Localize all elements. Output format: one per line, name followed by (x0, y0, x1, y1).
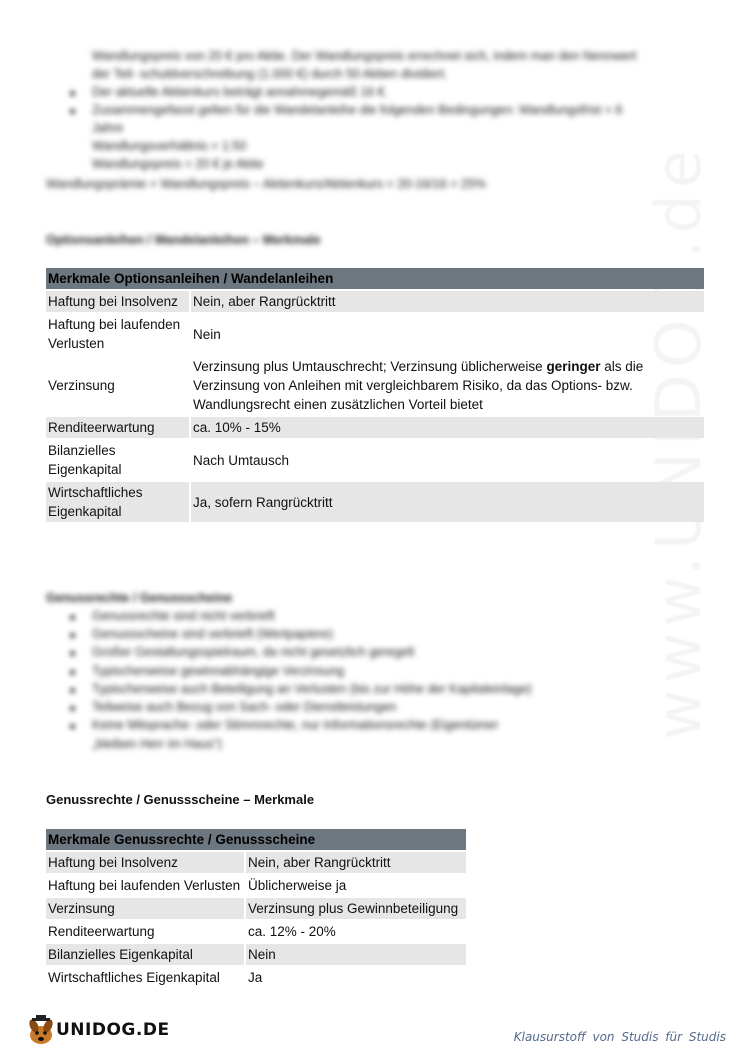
text-line: Wandlungsprämie = Wandlungspreis – Aktienkurs/Aktienkurs = 20-16/16 = 25% (46, 177, 486, 191)
row-label: Haftung bei laufenden Verlusten (46, 875, 246, 896)
features-table-genuss (46, 827, 466, 990)
features-table-options (46, 266, 704, 524)
row-label: Bilanzielles Eigenkapital (46, 440, 191, 480)
bullet-dot-icon (70, 91, 75, 96)
table-row (46, 356, 704, 415)
section-heading: Genussrechte / Genussscheine – Merkmale (46, 792, 315, 807)
row-value: Ja, sofern Rangrücktritt (191, 482, 704, 522)
table-row (46, 967, 466, 988)
row-value: Nach Umtausch (193, 452, 290, 468)
row-value: Nein, aber Rangrücktritt (191, 291, 704, 312)
table-row (46, 921, 466, 942)
list-item: Typischerweise gewinnabhängige Verzinsung (92, 664, 345, 678)
text-line: Jahre (92, 121, 124, 135)
table-row (46, 944, 466, 965)
table-header: Merkmale Optionsanleihen / Wandelanleihen (46, 268, 704, 289)
value-text: Verzinsung plus Umtauschrecht; Verzinsung üblicherweise (193, 359, 547, 374)
logo-text: UNIDOG.DE (56, 1020, 170, 1040)
row-label: Verzinsung (46, 356, 191, 415)
row-label: Bilanzielles Eigenkapital (46, 944, 246, 965)
table-row (46, 440, 704, 480)
list-item: Typischerweise auch Beteiligung an Verlusten (bis zur Höhe der Kapitaleinlage) (92, 682, 532, 696)
table-header: Merkmale Genussrechte / Genussscheine (46, 829, 466, 850)
text-line: Wandlungspreis = 20 € je Aktie (92, 157, 264, 171)
row-value: Ja (248, 970, 263, 985)
text-line: Wandlungspreis von 20 € pro Aktie. Der Wandlungspreis errechnet sich, indem man den Nennwert (92, 49, 637, 63)
row-label: Haftung bei laufenden Verlusten (46, 314, 191, 354)
value-emphasis: geringer (546, 359, 601, 374)
row-label: Renditeerwartung (46, 417, 191, 438)
list-item: Genussscheine sind verbrieft (Wertpapiere) (92, 627, 333, 641)
text-line: der Teil- schuldverschreibung (1.000 €) durch 50 Aktien dividiert. (92, 67, 448, 81)
table-row (46, 482, 704, 522)
row-value: Nein (193, 326, 221, 342)
bullet-dot-icon (70, 615, 75, 620)
row-label: Wirtschaftliches Eigenkapital (46, 967, 246, 988)
row-value (191, 356, 704, 415)
footer-logo[interactable] (24, 1014, 174, 1048)
footer-tagline: Klausurstoff von Studis für Studis (513, 1030, 726, 1044)
table-row (46, 314, 704, 354)
table-row (46, 291, 704, 312)
row-label: Haftung bei Insolvenz (46, 852, 246, 873)
bullet-dot-icon (70, 651, 75, 656)
dog-mascot-icon (24, 1014, 58, 1048)
table-row (46, 417, 704, 438)
list-item: Zusammengefasst gelten für die Wandelanleihe die folgenden Bedingungen: Wandlungsfrist = 6 (92, 103, 623, 117)
row-label: Verzinsung (46, 898, 246, 919)
row-label: Wirtschaftliches Eigenkapital (46, 482, 191, 522)
list-item: Großer Gestaltungsspielraum, da nicht gesetzlich geregelt (92, 645, 415, 659)
bullet-dot-icon (70, 706, 75, 711)
section-heading: Genussrechte / Genussscheine (46, 591, 233, 605)
row-label: Haftung bei Insolvenz (46, 291, 191, 312)
list-item: Genussrechte sind nicht verbrieft (92, 609, 275, 623)
bullet-dot-icon (70, 688, 75, 693)
value-text: als die Verzinsung von Anleihen mit vergleichbarem Risiko, da das Options- bzw. Wandlungsrecht einen zusätzlichen Vorteil bietet (193, 359, 644, 412)
bullet-dot-icon (70, 724, 75, 729)
row-value: Nein, aber Rangrücktritt (246, 852, 466, 873)
table-row (46, 875, 466, 896)
list-item: Der aktuelle Aktienkurs beträgt annahmegemäß 16 €. (92, 85, 389, 99)
bullet-dot-icon (70, 109, 75, 114)
list-item: Teilweise auch Bezug von Sach- oder Dienstleistungen (92, 700, 397, 714)
table-row (46, 898, 466, 919)
row-value: Nein (246, 944, 466, 965)
bullet-dot-icon (70, 633, 75, 638)
table-header-row (46, 268, 704, 289)
bullet-dot-icon (70, 670, 75, 675)
row-value: Verzinsung plus Gewinnbeteiligung (246, 898, 466, 919)
table-row (46, 852, 466, 873)
row-value: ca. 10% - 15% (191, 417, 704, 438)
row-value: ca. 12% - 20% (248, 924, 336, 939)
table-header-row (46, 829, 466, 850)
section-heading: Optionsanleihen / Wandelanleihen – Merkmale (46, 233, 321, 247)
row-label: Renditeerwartung (46, 921, 246, 942)
list-item: Keine Mitsprache- oder Stimmrechte, nur Informationsrechte (Eigentümer (92, 718, 499, 732)
row-value: Üblicherweise ja (248, 878, 347, 893)
text-line: „bleiben Herr im Haus“) (92, 737, 222, 751)
text-line: Wandlungsverhältnis = 1:50 (92, 139, 247, 153)
